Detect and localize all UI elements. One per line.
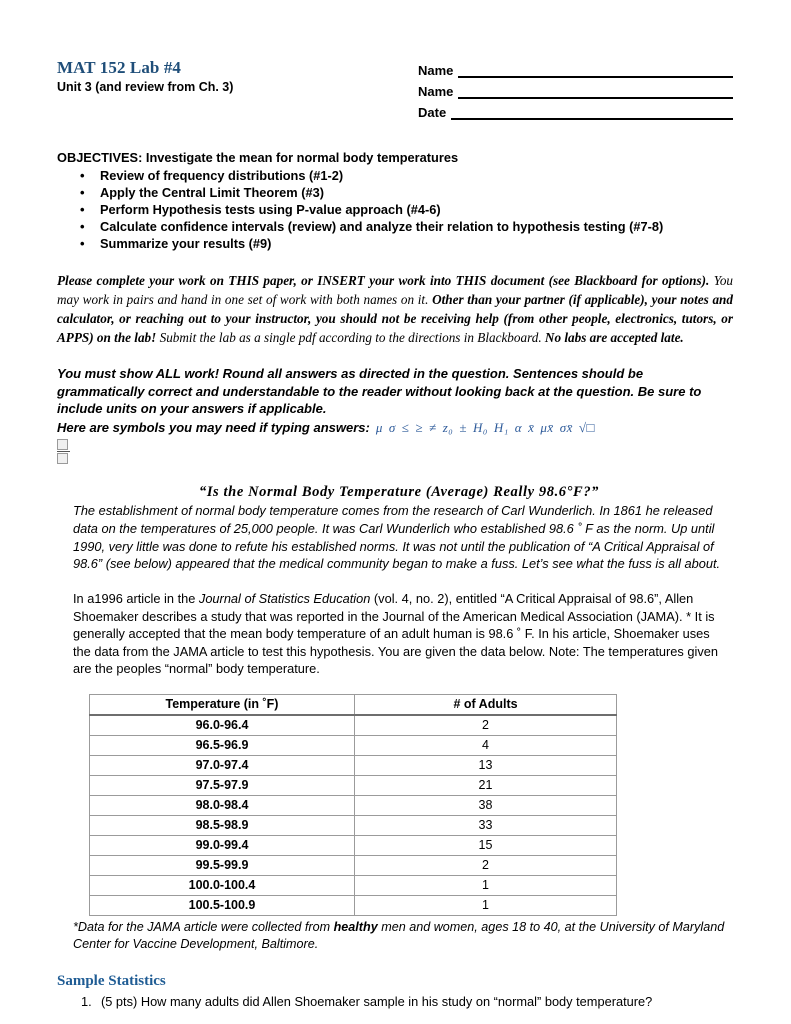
question-text: (5 pts) How many adults did Allen Shoemaker sample in his study on “normal” body temperature? xyxy=(101,994,653,1010)
table-row xyxy=(90,876,617,896)
objective-item: • Calculate confidence intervals (review) and analyze their relation to hypothesis testing (#7-8) xyxy=(57,219,733,236)
table-footnote xyxy=(73,919,725,953)
fraction-bar xyxy=(57,451,70,452)
instructions-plain-1: You may work in pairs and hand in one set of work with both names on it. xyxy=(57,273,734,308)
name-field-2-rule[interactable] xyxy=(458,85,733,99)
cell-temperature: 96.5-96.9 xyxy=(90,736,355,756)
frequency-distribution-table xyxy=(89,694,617,916)
table-row xyxy=(90,756,617,776)
table-row xyxy=(90,796,617,816)
symbols-line xyxy=(57,419,733,437)
symbol-square-root: √□ xyxy=(578,420,595,436)
cell-count: 1 xyxy=(355,896,617,916)
cell-count: 33 xyxy=(355,816,617,836)
symbol-x-bar: x̄ xyxy=(528,420,535,436)
table-row xyxy=(90,715,617,736)
date-field[interactable] xyxy=(418,103,733,120)
symbol-less-equal: ≤ xyxy=(401,420,410,436)
symbol-alpha: α xyxy=(514,420,523,436)
symbol-plus-minus: ± xyxy=(459,420,467,436)
objectives-list xyxy=(57,168,733,252)
symbol-mu: μ xyxy=(375,420,383,436)
cell-count: 2 xyxy=(355,715,617,736)
name-date-fields xyxy=(418,58,733,124)
name-field-1-rule[interactable] xyxy=(458,64,733,78)
question-item xyxy=(57,993,733,1010)
fraction-denominator-box[interactable] xyxy=(57,453,68,464)
symbol-not-equal: ≠ xyxy=(429,420,437,436)
name-field-2[interactable] xyxy=(418,82,733,99)
question-number: 1. xyxy=(81,994,92,1010)
footnote-part-1: *Data for the JAMA article were collected from xyxy=(73,920,334,935)
table-row xyxy=(90,836,617,856)
cell-temperature: 100.5-100.9 xyxy=(90,896,355,916)
objective-item: • Review of frequency distributions (#1-2) xyxy=(57,168,733,185)
footnote-part-2: men and women, ages 18 to 40, at the University of Maryland Center for Vaccine Development, Baltimore. xyxy=(73,920,725,952)
name-field-1[interactable] xyxy=(418,61,733,78)
cell-temperature: 100.0-100.4 xyxy=(90,876,355,896)
table-row xyxy=(90,856,617,876)
cell-count: 4 xyxy=(355,736,617,756)
objective-item: • Apply the Central Limit Theorem (#3) xyxy=(57,185,733,202)
objective-item: • Perform Hypothesis tests using P-value approach (#4-6) xyxy=(57,202,733,219)
document-header xyxy=(57,58,733,124)
symbol-greater-equal: ≥ xyxy=(415,420,424,436)
table-header-row xyxy=(90,695,617,716)
footnote-emphasis: healthy xyxy=(333,920,378,935)
objectives-section xyxy=(57,150,733,252)
cell-temperature: 96.0-96.4 xyxy=(90,715,355,736)
document-content xyxy=(57,58,733,1010)
article-paragraph-1: The establishment of normal body temperature comes from the research of Carl Wunderlich. In 1861 he released data on the temperatures of 25,000 people. It was Carl Wunderlich who established 98.6 ˚ F as the norm. Up until 1990, very little was done to refute his established norms. It was not until the publication of “A Critical Appraisal of 98.6” (see below) appeared that the medical community began to make a fuss. Let’s see what the fuss is all about. xyxy=(73,503,721,572)
symbol-mu-x-bar: μx̄ xyxy=(540,420,554,436)
title-block xyxy=(57,58,407,95)
name-field-1-label: Name xyxy=(418,63,454,78)
instructions-bold-1: Please complete your work on THIS paper, or INSERT your work into THIS document (see Blackboard for options). xyxy=(57,273,710,289)
column-header-temperature: Temperature (in ˚F) xyxy=(90,695,355,716)
page-subtitle: Unit 3 (and review from Ch. 3) xyxy=(57,79,234,94)
fraction-placeholder[interactable] xyxy=(57,439,70,464)
article-paragraph-2 xyxy=(73,590,725,678)
table-row xyxy=(90,896,617,916)
page-title: MAT 152 Lab #4 xyxy=(57,58,182,77)
cell-temperature: 99.5-99.9 xyxy=(90,856,355,876)
cell-count: 38 xyxy=(355,796,617,816)
cell-count: 1 xyxy=(355,876,617,896)
article-paragraph-2-part-2: (vol. 4, no. 2), entitled “A Critical Appraisal of 98.6”, Allen Shoemaker describes a study that was reported in the Journal of the American Medical Association (JAMA). * It is generally accepted that the mean body temperature of an adult human is 98.6 ˚ F. In his article, Shoemaker uses the data from the JAMA article to test this hypothesis. You are given the data below. Note: The temperatures given are the peoples “normal” body temperature. xyxy=(73,590,718,677)
cell-count: 2 xyxy=(355,856,617,876)
cell-temperature: 97.0-97.4 xyxy=(90,756,355,776)
symbol-sigma: σ xyxy=(388,420,396,436)
instructions-plain-2: Submit the lab as a single pdf according to the directions in Blackboard. xyxy=(156,329,545,345)
cell-count: 15 xyxy=(355,836,617,856)
date-field-label: Date xyxy=(418,105,447,120)
requirements-paragraph: You must show ALL work! Round all answers as directed in the question. Sentences should be grammatically correct and understandable to the reader without looking back at the question. Be sure to include units on your answers if applicable. xyxy=(57,366,702,417)
name-field-2-label: Name xyxy=(418,84,454,99)
objectives-heading: OBJECTIVES: Investigate the mean for normal body temperatures xyxy=(57,150,459,165)
column-header-adults: # of Adults xyxy=(355,695,617,716)
cell-temperature: 98.0-98.4 xyxy=(90,796,355,816)
objective-item: • Summarize your results (#9) xyxy=(57,236,733,253)
table-row xyxy=(90,816,617,836)
symbol-h-null: H₀ xyxy=(472,420,488,436)
symbol-h-one: H₁ xyxy=(493,420,509,436)
symbol-z-zero: z₀ xyxy=(442,420,454,436)
symbol-list xyxy=(370,420,595,435)
questions-list xyxy=(57,993,733,1010)
date-field-rule[interactable] xyxy=(451,106,733,120)
table-row xyxy=(90,736,617,756)
cell-temperature: 97.5-97.9 xyxy=(90,776,355,796)
fraction-numerator-box[interactable] xyxy=(57,439,68,450)
article-paragraph-2-part-1: In a1996 article in the xyxy=(73,590,199,606)
symbols-label: Here are symbols you may need if typing answers: xyxy=(57,420,370,436)
instructions-paragraph xyxy=(57,272,733,347)
journal-name: Journal of Statistics Education xyxy=(198,590,371,606)
symbol-sigma-x-bar: σx̄ xyxy=(559,420,573,436)
section-heading-sample-statistics: Sample Statistics xyxy=(57,973,166,990)
cell-count: 21 xyxy=(355,776,617,796)
cell-temperature: 99.0-99.4 xyxy=(90,836,355,856)
table-row xyxy=(90,776,617,796)
cell-count: 13 xyxy=(355,756,617,776)
instructions-bold-3: No labs are accepted late. xyxy=(544,329,684,345)
cell-temperature: 98.5-98.9 xyxy=(90,816,355,836)
article-title: “Is the Normal Body Temperature (Average) Really 98.6°F?” xyxy=(198,484,600,501)
instructions-bold-2: Other than your partner (if applicable), your notes and calculator, or reaching out to your instructor, you should not be receiving help (from other people, electronics, tutors, or APPS) on the lab! xyxy=(57,292,733,345)
article-section xyxy=(73,484,725,678)
